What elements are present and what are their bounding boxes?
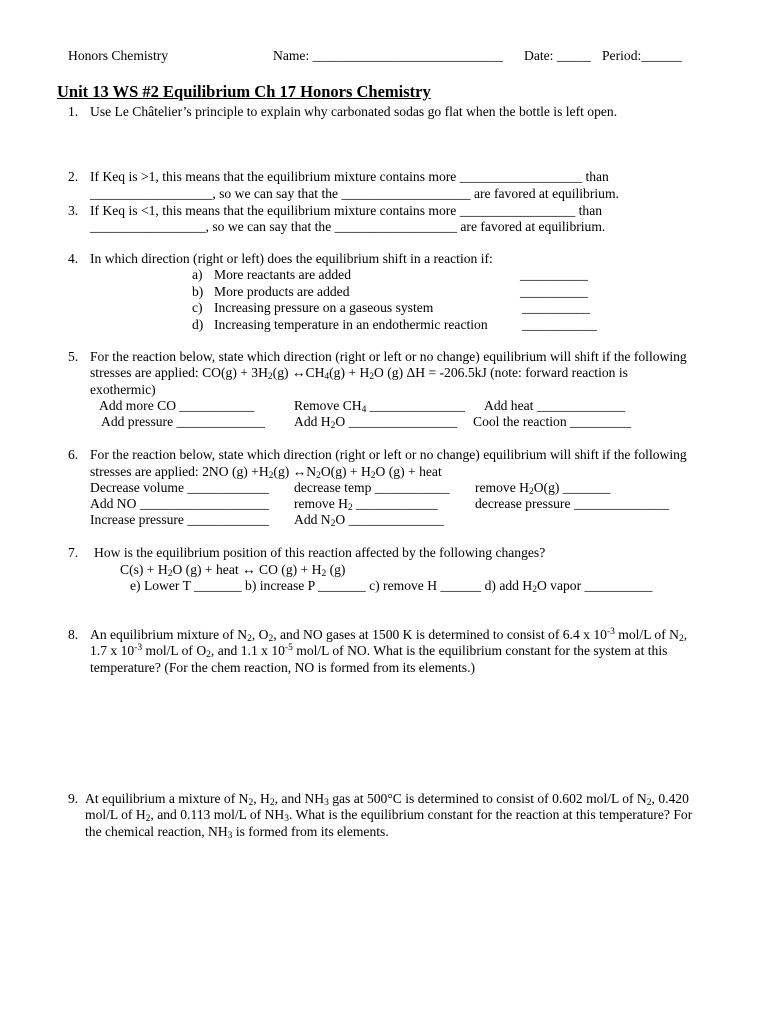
q8-line1: An equilibrium mixture of $N_2$, $O_2$, and NO gases at 1500 K is determined to consist of 6.4 x $10^{-3}$ mol/L of $N_2$, — [90, 627, 688, 644]
q6-increase-pressure[interactable]: Increase pressure ____________ — [90, 512, 269, 527]
q5-number: 5. — [68, 349, 79, 364]
q3-line1: If Keq is <1, this means that the equilibrium mixture contains more _________________ than — [90, 203, 603, 218]
q4-item-text: More products are added — [214, 284, 350, 299]
q6-add-no[interactable]: Add NO ___________________ — [90, 496, 269, 511]
q5-line2: stresses are applied: $CO(g) + 3H_2(g)$ $\leftrightarrow CH_4(g) + H_2O$ (g) ΔH = -206.5kJ (note: forward reaction is — [90, 365, 628, 382]
worksheet-title: Unit 13 WS #2 Equilibrium Ch 17 Honors Chemistry — [57, 82, 431, 101]
q9-number: 9. — [68, 791, 79, 806]
q8-number: 8. — [68, 627, 79, 642]
q6-remove-h2[interactable]: remove $H_2$ ____________ — [294, 496, 438, 513]
q7-equation: $C(s) + H_2O$ (g) + heat ↔ CO $(g) + H_2$ (g) — [120, 562, 346, 579]
q6-line1: For the reaction below, state which direction (right or left or no change) equilibrium will shift if the following — [90, 447, 687, 462]
q2-line1: If Keq is >1, this means that the equilibrium mixture contains more __________________ than — [90, 169, 609, 184]
q4-item-text: Increasing pressure on a gaseous system — [214, 300, 434, 315]
name-field[interactable]: Name: ____________________________ — [273, 48, 503, 63]
q4-item-letter: a) — [192, 267, 203, 282]
q8-line2: 1.7 x $10^{-3}$ mol/L of $O_2$, and 1.1 x $10^{-5}$ mol/L of NO. What is the equilibrium constant for the system at this — [90, 643, 668, 660]
q6-line2: stresses are applied: 2NO $(g) +H_2(g)$ $\leftrightarrow N_2O(g) + H_2O$ (g) + heat — [90, 464, 442, 481]
q4-item-text: More reactants are added — [214, 267, 351, 282]
q5-cool-reaction[interactable]: Cool the reaction _________ — [473, 414, 632, 429]
q6-add-n2o[interactable]: Add $N_2O$ ______________ — [294, 512, 444, 529]
q7-number: 7. — [68, 545, 79, 560]
q2-number: 2. — [68, 169, 79, 184]
q4-item-blank[interactable]: __________ — [520, 284, 588, 299]
q4-item-text: Increasing temperature in an endothermic reaction — [214, 317, 488, 332]
q4-item-blank[interactable]: ___________ — [522, 317, 597, 332]
q2-line2: __________________, so we can say that the ___________________ are favored at equilibrium. — [90, 186, 619, 201]
q4-item-blank[interactable]: __________ — [520, 267, 588, 282]
q4-number: 4. — [68, 251, 79, 266]
q5-remove-ch4[interactable]: Remove $CH_4$ ______________ — [294, 398, 465, 415]
q5-line1: For the reaction below, state which direction (right or left or no change) equilibrium will shift if the following — [90, 349, 687, 364]
q9-line3: the chemical reaction, $NH_3$ is formed from its elements. — [85, 824, 389, 841]
q7-text: How is the equilibrium position of this reaction affected by the following changes? — [94, 545, 546, 560]
q1-number: 1. — [68, 104, 79, 119]
q5-line3: exothermic) — [90, 382, 156, 397]
q5-add-h2o[interactable]: Add $H_2O$ ________________ — [294, 414, 458, 431]
q9-line1: At equilibrium a mixture of $N_2$, $H_2$, and $NH_3$ gas at 500°C is determined to consist of 0.602 mol/L of $N_2$, 0.420 — [85, 791, 689, 808]
q8-line3: temperature? (For the chem reaction, NO is formed from its elements.) — [90, 660, 476, 675]
q4-item-letter: d) — [192, 317, 204, 332]
q5-add-pressure[interactable]: Add pressure _____________ — [101, 414, 265, 429]
course-name: Honors Chemistry — [68, 48, 169, 63]
q6-remove-h2o[interactable]: remove $H_2O(g)$ _______ — [475, 480, 611, 497]
q6-number: 6. — [68, 447, 79, 462]
q6-decrease-pressure[interactable]: decrease pressure ______________ — [475, 496, 670, 511]
q4-item-blank[interactable]: __________ — [522, 300, 590, 315]
q6-decrease-volume[interactable]: Decrease volume ____________ — [90, 480, 269, 495]
period-field[interactable]: Period:______ — [602, 48, 683, 63]
q4-item-letter: b) — [192, 284, 204, 299]
q4-item-letter: c) — [192, 300, 203, 315]
q4-text: In which direction (right or left) does the equilibrium shift in a reaction if: — [90, 251, 493, 266]
date-field[interactable]: Date: _____ — [524, 48, 591, 63]
q1-text: Use Le Châtelier’s principle to explain why carbonated sodas go flat when the bottle is left open. — [90, 104, 618, 119]
q3-number: 3. — [68, 203, 79, 218]
q3-line2: _________________, so we can say that the __________________ are favored at equilibrium. — [90, 219, 606, 234]
q7-changes[interactable]: e) Lower T _______ b) increase P _______ c) remove H ______ d) add $H_2O$ vapor __________ — [130, 578, 653, 595]
q5-add-more-co[interactable]: Add more CO ___________ — [99, 398, 255, 413]
q9-line2: mol/L of $H_2$, and 0.113 mol/L of $NH_3$. What is the equilibrium constant for the reaction at this temperature? For — [85, 807, 693, 824]
q6-decrease-temp[interactable]: decrease temp ___________ — [294, 480, 450, 495]
q5-add-heat[interactable]: Add heat _____________ — [484, 398, 626, 413]
